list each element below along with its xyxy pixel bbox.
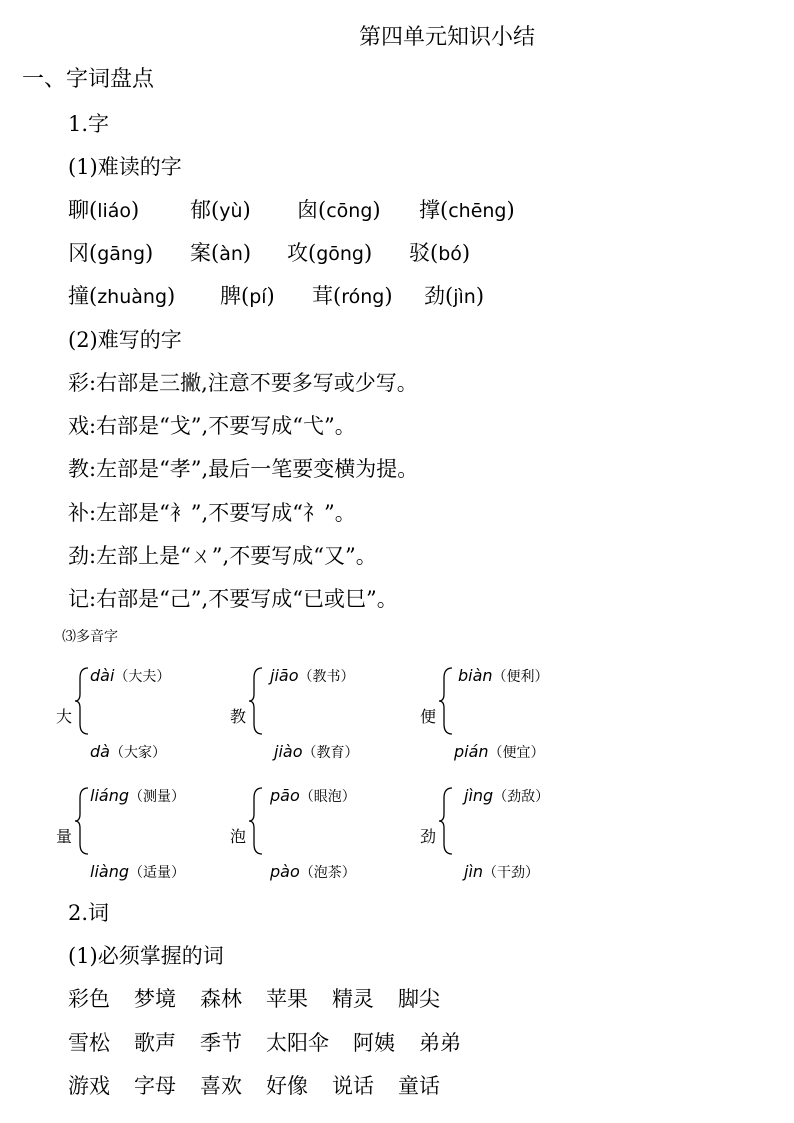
- word: 彩色: [68, 987, 110, 1011]
- word: 脚尖: [398, 987, 440, 1011]
- word: 雪松: [68, 1031, 110, 1055]
- polyphone-group: 大 dài（大夫） dà（大家）: [56, 666, 171, 761]
- subsection-heading: 2.词: [68, 901, 110, 925]
- polyphone-group: 劲 jìng（劲敌） jìn（干劲）: [420, 786, 550, 881]
- polyphone-char: 量: [56, 827, 73, 846]
- word: 梦境: [134, 987, 176, 1011]
- hard-write-line: 彩:右部是三撇,注意不要多写或少写。: [68, 371, 418, 395]
- word: 阿姨: [353, 1031, 395, 1055]
- brace-icon: [74, 786, 90, 856]
- word: 精灵: [332, 987, 374, 1011]
- word-row: [68, 989, 464, 1010]
- brace-icon: [248, 786, 264, 856]
- hard-write-line: 劲:左部上是“ㄨ”,不要写成“又”。: [68, 544, 377, 568]
- polyphone-char: 便: [420, 707, 437, 726]
- hard-write-line: 记:右部是“己”,不要写成“已或巳”。: [68, 587, 398, 611]
- word-row: [68, 1033, 485, 1054]
- polyphone-char: 泡: [230, 827, 247, 846]
- polyphone-heading: ⑶多音字: [62, 629, 118, 645]
- brace-icon: [74, 666, 90, 736]
- hard-write-line: 补:左部是“衤”,不要写成“礻”。: [68, 501, 356, 525]
- subsection-heading: 1.字: [68, 112, 110, 136]
- word: 好像: [266, 1074, 308, 1098]
- hard-read-row: 撞(zhuàng) 脾(pí) 茸(róng) 劲(jìn): [68, 284, 485, 308]
- word: 游戏: [68, 1074, 110, 1098]
- word: 太阳伞: [266, 1031, 329, 1055]
- section-heading: 一、字词盘点: [22, 67, 155, 92]
- polyphone-group: 教 jiāo（教书） jiào（教育）: [230, 666, 359, 761]
- hard-read-row: 聊(liáo) 郁(yù) 囱(cōng) 撑(chēng): [68, 198, 515, 222]
- word: 说话: [332, 1074, 374, 1098]
- word: 森林: [200, 987, 242, 1011]
- word: 歌声: [134, 1031, 176, 1055]
- brace-icon: [438, 786, 454, 856]
- polyphone-group: 泡 pāo（眼泡） pào（泡茶）: [230, 786, 356, 881]
- word: 季节: [200, 1031, 242, 1055]
- polyphone-group: 便 biàn（便利） pián（便宜）: [420, 666, 549, 761]
- word: 童话: [398, 1074, 440, 1098]
- hard-write-heading: (2)难写的字: [68, 328, 182, 352]
- hard-write-line: 戏:右部是“戈”,不要写成“弋”。: [68, 414, 356, 438]
- words-heading: (1)必须掌握的词: [68, 944, 224, 968]
- word: 喜欢: [200, 1074, 242, 1098]
- hard-read-heading: (1)难读的字: [68, 155, 182, 179]
- polyphone-char: 劲: [420, 827, 437, 846]
- word-row: [68, 1076, 464, 1097]
- hard-write-line: 教:左部是“孝”,最后一笔要变横为提。: [68, 457, 419, 481]
- polyphone-char: 教: [230, 707, 247, 726]
- word: 苹果: [266, 987, 308, 1011]
- polyphone-char: 大: [56, 707, 73, 726]
- brace-icon: [248, 666, 264, 736]
- page-title: 第四单元知识小结: [358, 25, 535, 50]
- hard-read-row: 冈(gāng) 案(àn) 攻(gōng) 驳(bó): [68, 241, 471, 265]
- word: 字母: [134, 1074, 176, 1098]
- brace-icon: [438, 666, 454, 736]
- word: 弟弟: [419, 1031, 461, 1055]
- polyphone-group: 量 liáng（测量） liàng（适量）: [56, 786, 185, 881]
